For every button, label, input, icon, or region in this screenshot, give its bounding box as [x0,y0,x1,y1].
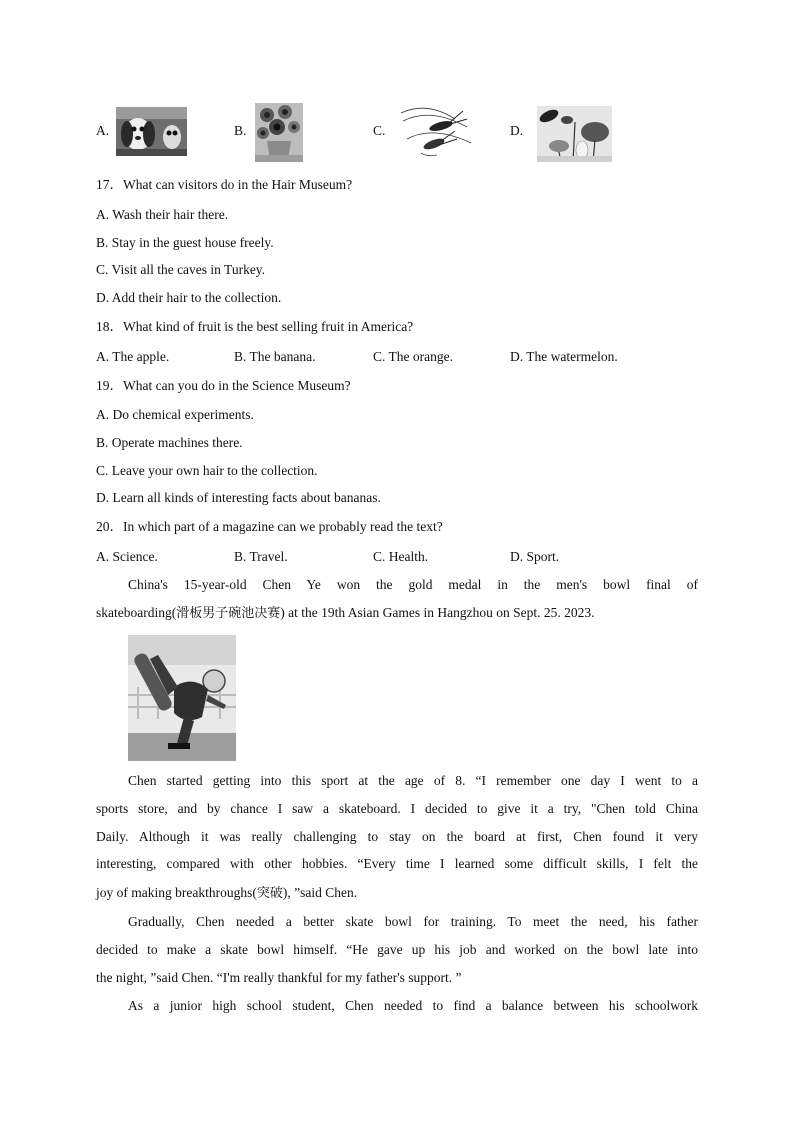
chinese-gloss: 突破 [256,886,283,901]
q19-option-d[interactable]: D. Learn all kinds of interesting facts about bananas. [96,490,381,505]
passage-text: ) at the 19th Asian Games in Hangzhou on Sept. 25. 2023. [280,605,595,620]
q20-option-d[interactable]: D. Sport. [510,549,560,564]
chinese-gloss: 滑板男子碗池决赛 [176,606,281,621]
question-19: 19．What can you do in the Science Museum? [96,378,351,393]
passage-p2-line4: interesting, compared with other hobbies. “Every time I learned some difficult skills, I felt the [96,856,698,871]
passage-p3-line3: the night, ”said Chen. “I'm really thankful for my father's support. ” [96,970,462,985]
shrimp-ink-painting [397,99,475,163]
q19-option-c[interactable]: C. Leave your own hair to the collection. [96,463,318,478]
q20-option-c[interactable]: C. Health. [373,549,429,564]
passage-p1-line1: China's 15-year-old Chen Ye won the gold medal in the men's bowl final of [128,577,698,592]
lotus-ink-painting [537,106,612,162]
q19-option-a[interactable]: A. Do chemical experiments. [96,407,254,422]
dog-and-owl-painting [116,107,187,156]
passage-text: skateboarding( [96,605,177,620]
q17-option-a[interactable]: A. Wash their hair there. [96,207,229,222]
option-label: B. [234,123,247,138]
passage-p2-line2: sports store, and by chance I saw a skateboard. I decided to give it a try, "Chen told China [96,801,698,816]
q20-option-b[interactable]: B. Travel. [234,549,288,564]
passage-p3-line2: decided to make a skate bowl himself. “He gave up his job and worked on the bowl late into [96,942,698,957]
q17-option-d[interactable]: D. Add their hair to the collection. [96,290,282,305]
option-label: C. [373,123,386,138]
q19-option-b[interactable]: B. Operate machines there. [96,435,243,450]
option-label: A. [96,123,110,138]
passage-p3-line1: Gradually, Chen needed a better skate bowl for training. To meet the need, his father [128,914,698,929]
passage-p2-line1: Chen started getting into this sport at the age of 8. “I remember one day I went to a [128,773,698,788]
skateboarder-in-air-photo [128,635,236,761]
sunflowers-painting [255,103,303,162]
q17-option-b[interactable]: B. Stay in the guest house freely. [96,235,274,250]
question-17: 17．What can visitors do in the Hair Museum? [96,177,353,192]
option-label: D. [510,123,524,138]
q18-option-a[interactable]: A. The apple. [96,349,170,364]
q20-option-a[interactable]: A. Science. [96,549,158,564]
q18-option-d[interactable]: D. The watermelon. [510,349,618,364]
passage-p1-line2 [96,604,594,623]
passage-p2-line3: Daily. Although it was really challenging to stay on the board at first, Chen found it very [96,829,698,844]
passage-p4-line1: As a junior high school student, Chen needed to find a balance between his schoolwork [128,998,698,1013]
passage-text: ), ”said Chen. [282,885,358,900]
question-18: 18．What kind of fruit is the best selling fruit in America? [96,319,414,334]
question-20: 20．In which part of a magazine can we probably read the text? [96,519,443,534]
q17-option-c[interactable]: C. Visit all the caves in Turkey. [96,262,266,277]
passage-text: joy of making breakthroughs( [96,885,257,900]
q18-option-c[interactable]: C. The orange. [373,349,453,364]
passage-p2-line5 [96,884,357,903]
q18-option-b[interactable]: B. The banana. [234,349,316,364]
